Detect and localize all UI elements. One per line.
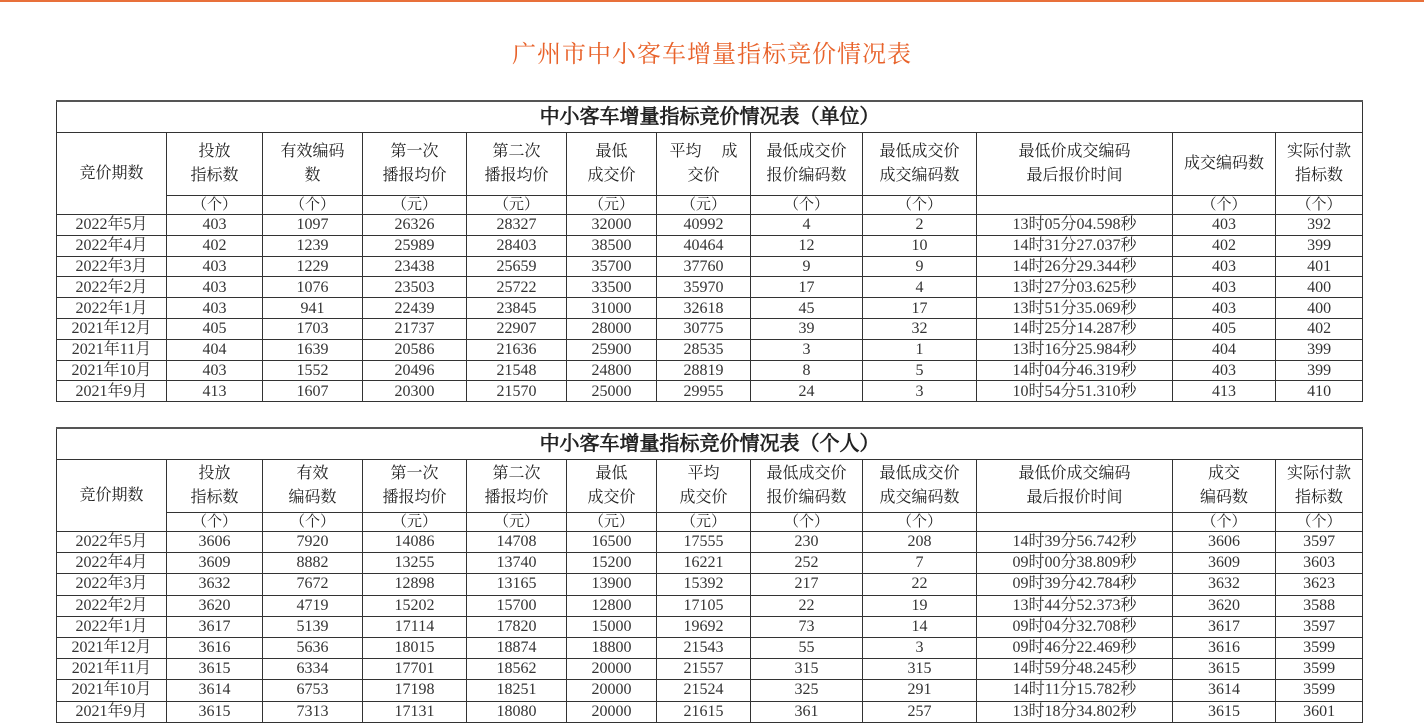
table-cell: 7920	[263, 532, 363, 553]
column-header: 投放 指标数	[167, 133, 263, 196]
unit-cell: （个）	[751, 513, 863, 532]
table-cell: 3606	[1173, 532, 1276, 553]
column-header: 最低 成交价	[567, 133, 657, 196]
table-cell: 18562	[467, 659, 567, 680]
table-cell: 208	[863, 532, 977, 553]
top-divider	[0, 0, 1424, 2]
table-cell: 6334	[263, 659, 363, 680]
table-cell: 402	[167, 235, 263, 256]
table-row	[57, 360, 1363, 381]
table-cell: 17701	[363, 659, 467, 680]
column-header: 投放 指标数	[167, 460, 263, 513]
table-cell: 13165	[467, 574, 567, 595]
unit-cell: （元）	[567, 196, 657, 215]
table-cell: 18874	[467, 637, 567, 658]
unit-cell: （个）	[167, 196, 263, 215]
table-cell: 28000	[567, 318, 657, 339]
table-cell: 9	[751, 256, 863, 277]
table-cell: 14708	[467, 532, 567, 553]
column-header: 成交 编码数	[1173, 460, 1276, 513]
table-cell: 16500	[567, 532, 657, 553]
table-cell: 3620	[167, 595, 263, 616]
table-cell: 13时18分34.802秒	[977, 701, 1173, 722]
table-cell: 3616	[1173, 637, 1276, 658]
table-row	[57, 680, 1363, 701]
table-cell: 21548	[467, 360, 567, 381]
table-cell: 17198	[363, 680, 467, 701]
table-cell: 25659	[467, 256, 567, 277]
table-cell: 17	[751, 277, 863, 298]
table-cell: 13时51分35.069秒	[977, 298, 1173, 319]
table-cell: 28327	[467, 215, 567, 236]
table-cell: 17	[863, 298, 977, 319]
table-cell: 2022年3月	[57, 256, 167, 277]
table-cell: 410	[1276, 381, 1363, 402]
unit-cell: （元）	[467, 513, 567, 532]
table-cell: 3	[751, 339, 863, 360]
table-cell: 20586	[363, 339, 467, 360]
table-cell: 403	[167, 360, 263, 381]
table-cell: 3614	[1173, 680, 1276, 701]
table-cell: 404	[1173, 339, 1276, 360]
table-cell: 405	[1173, 318, 1276, 339]
unit-cell	[977, 513, 1173, 532]
unit-cell: （元）	[363, 196, 467, 215]
table-cell: 25900	[567, 339, 657, 360]
table-cell: 7	[863, 553, 977, 574]
column-header: 有效编码 数	[263, 133, 363, 196]
table-cell: 3606	[167, 532, 263, 553]
table-cell: 1239	[263, 235, 363, 256]
table-cell: 3597	[1276, 532, 1363, 553]
individual-bidding-table	[56, 427, 1363, 723]
unit-row	[57, 513, 1363, 532]
table-cell: 5	[863, 360, 977, 381]
table-row	[57, 532, 1363, 553]
table-cell: 3620	[1173, 595, 1276, 616]
table-cell: 30775	[657, 318, 751, 339]
table-cell: 3603	[1276, 553, 1363, 574]
table-cell: 22907	[467, 318, 567, 339]
header-row	[57, 460, 1363, 513]
table-cell: 3617	[1173, 616, 1276, 637]
table-cell: 413	[167, 381, 263, 402]
table-row	[57, 637, 1363, 658]
table-cell: 09时04分32.708秒	[977, 616, 1173, 637]
table-cell: 09时46分22.469秒	[977, 637, 1173, 658]
table-cell: 403	[1173, 298, 1276, 319]
table-cell: 1229	[263, 256, 363, 277]
table-cell: 1097	[263, 215, 363, 236]
table-cell: 3623	[1276, 574, 1363, 595]
table-cell: 217	[751, 574, 863, 595]
table-row	[57, 339, 1363, 360]
table-cell: 3616	[167, 637, 263, 658]
table-cell: 15202	[363, 595, 467, 616]
table-cell: 400	[1276, 298, 1363, 319]
table-cell: 14	[863, 616, 977, 637]
table-title-row	[57, 101, 1363, 133]
table-cell: 33500	[567, 277, 657, 298]
table-cell: 37760	[657, 256, 751, 277]
table-row	[57, 574, 1363, 595]
table-cell: 315	[751, 659, 863, 680]
unit-cell: （个）	[1173, 513, 1276, 532]
column-header: 最低价成交编码 最后报价时间	[977, 133, 1173, 196]
table-cell: 4	[751, 215, 863, 236]
table-cell: 22439	[363, 298, 467, 319]
table-cell: 3615	[167, 701, 263, 722]
table-cell: 2021年10月	[57, 360, 167, 381]
column-header: 实际付款 指标数	[1276, 133, 1363, 196]
unit-cell: （个）	[1276, 196, 1363, 215]
table-row	[57, 215, 1363, 236]
table-cell: 2021年12月	[57, 637, 167, 658]
table-cell: 09时39分42.784秒	[977, 574, 1173, 595]
table-cell: 3599	[1276, 659, 1363, 680]
table-cell: 403	[1173, 360, 1276, 381]
table-cell: 10	[863, 235, 977, 256]
table-cell: 3588	[1276, 595, 1363, 616]
table-cell: 3599	[1276, 637, 1363, 658]
table-cell: 4	[863, 277, 977, 298]
table-row	[57, 595, 1363, 616]
table-cell: 399	[1276, 360, 1363, 381]
table-cell: 21636	[467, 339, 567, 360]
table-cell: 2022年1月	[57, 298, 167, 319]
table-cell: 13时27分03.625秒	[977, 277, 1173, 298]
table-cell: 18251	[467, 680, 567, 701]
table-cell: 15000	[567, 616, 657, 637]
table-cell: 2022年5月	[57, 532, 167, 553]
column-header: 最低成交价 成交编码数	[863, 460, 977, 513]
table-cell: 19692	[657, 616, 751, 637]
table-cell: 13时44分52.373秒	[977, 595, 1173, 616]
table-cell: 404	[167, 339, 263, 360]
table-cell: 16221	[657, 553, 751, 574]
table-cell: 2021年11月	[57, 339, 167, 360]
table-cell: 17555	[657, 532, 751, 553]
table-cell: 2021年10月	[57, 680, 167, 701]
table-cell: 20000	[567, 659, 657, 680]
table-cell: 19	[863, 595, 977, 616]
table-cell: 1639	[263, 339, 363, 360]
unit-row	[57, 196, 1363, 215]
table-cell: 3601	[1276, 701, 1363, 722]
table-cell: 405	[167, 318, 263, 339]
table-title-row	[57, 428, 1363, 460]
table-cell: 2021年9月	[57, 381, 167, 402]
table-cell: 21737	[363, 318, 467, 339]
table-cell: 45	[751, 298, 863, 319]
table-cell: 14时59分48.245秒	[977, 659, 1173, 680]
table-cell: 23503	[363, 277, 467, 298]
table-cell: 315	[863, 659, 977, 680]
table-cell: 12800	[567, 595, 657, 616]
column-header: 第二次 播报均价	[467, 133, 567, 196]
table-cell: 252	[751, 553, 863, 574]
column-header: 最低成交价 报价编码数	[751, 460, 863, 513]
table-cell: 2022年4月	[57, 553, 167, 574]
table-cell: 17105	[657, 595, 751, 616]
table-title: 中小客车增量指标竞价情况表（单位）	[57, 101, 1363, 133]
table-cell: 257	[863, 701, 977, 722]
table-row	[57, 235, 1363, 256]
table-cell: 401	[1276, 256, 1363, 277]
unit-cell: （元）	[657, 196, 751, 215]
table-cell: 400	[1276, 277, 1363, 298]
table-cell: 5636	[263, 637, 363, 658]
column-header: 第一次 播报均价	[363, 133, 467, 196]
table-cell: 28403	[467, 235, 567, 256]
column-header: 实际付款 指标数	[1276, 460, 1363, 513]
table-cell: 32000	[567, 215, 657, 236]
table-cell: 291	[863, 680, 977, 701]
table-cell: 14时25分14.287秒	[977, 318, 1173, 339]
table-cell: 20000	[567, 701, 657, 722]
table-cell: 24	[751, 381, 863, 402]
column-header: 平均 成 交价	[657, 133, 751, 196]
table-cell: 2022年5月	[57, 215, 167, 236]
table-cell: 23438	[363, 256, 467, 277]
table-row	[57, 298, 1363, 319]
table-cell: 21557	[657, 659, 751, 680]
table-cell: 20496	[363, 360, 467, 381]
unit-cell: （元）	[363, 513, 467, 532]
table-cell: 13255	[363, 553, 467, 574]
table-cell: 1552	[263, 360, 363, 381]
table-cell: 29955	[657, 381, 751, 402]
table-cell: 39	[751, 318, 863, 339]
table-cell: 40992	[657, 215, 751, 236]
table-cell: 55	[751, 637, 863, 658]
table-cell: 3632	[167, 574, 263, 595]
table-cell: 21570	[467, 381, 567, 402]
unit-cell: （个）	[1276, 513, 1363, 532]
table-cell: 3615	[1173, 659, 1276, 680]
table-cell: 325	[751, 680, 863, 701]
table-cell: 13时05分04.598秒	[977, 215, 1173, 236]
table-cell: 2022年4月	[57, 235, 167, 256]
table-cell: 2022年1月	[57, 616, 167, 637]
table-cell: 14086	[363, 532, 467, 553]
unit-bidding-table	[56, 100, 1363, 402]
table-title: 中小客车增量指标竞价情况表（个人）	[57, 428, 1363, 460]
table-cell: 18800	[567, 637, 657, 658]
header-row	[57, 133, 1363, 196]
table-cell: 1703	[263, 318, 363, 339]
table-cell: 399	[1276, 339, 1363, 360]
table-cell: 3632	[1173, 574, 1276, 595]
column-header: 有效 编码数	[263, 460, 363, 513]
column-header: 最低成交价 报价编码数	[751, 133, 863, 196]
table-row	[57, 659, 1363, 680]
table-cell: 3599	[1276, 680, 1363, 701]
table-cell: 35700	[567, 256, 657, 277]
table-cell: 18080	[467, 701, 567, 722]
column-header: 平均 成交价	[657, 460, 751, 513]
table-cell: 25722	[467, 277, 567, 298]
unit-cell: （个）	[1173, 196, 1276, 215]
table-cell: 3	[863, 637, 977, 658]
table-row	[57, 701, 1363, 722]
column-header: 最低 成交价	[567, 460, 657, 513]
column-header: 最低成交价 成交编码数	[863, 133, 977, 196]
table-row	[57, 277, 1363, 298]
table-cell: 3615	[167, 659, 263, 680]
table-cell: 32	[863, 318, 977, 339]
table-cell: 28819	[657, 360, 751, 381]
table-cell: 3609	[1173, 553, 1276, 574]
table-cell: 26326	[363, 215, 467, 236]
table-cell: 5139	[263, 616, 363, 637]
table-cell: 230	[751, 532, 863, 553]
table-row	[57, 318, 1363, 339]
table-cell: 73	[751, 616, 863, 637]
table-cell: 21524	[657, 680, 751, 701]
unit-cell: （个）	[751, 196, 863, 215]
table-cell: 1076	[263, 277, 363, 298]
table-cell: 14时31分27.037秒	[977, 235, 1173, 256]
column-header: 竞价期数	[57, 133, 167, 215]
table-cell: 38500	[567, 235, 657, 256]
table-cell: 3597	[1276, 616, 1363, 637]
table-cell: 7672	[263, 574, 363, 595]
table-cell: 2021年12月	[57, 318, 167, 339]
table-cell: 13740	[467, 553, 567, 574]
table-cell: 402	[1276, 318, 1363, 339]
table-cell: 7313	[263, 701, 363, 722]
column-header: 竞价期数	[57, 460, 167, 532]
table-cell: 21543	[657, 637, 751, 658]
table-cell: 399	[1276, 235, 1363, 256]
table-cell: 2021年9月	[57, 701, 167, 722]
column-header: 最低价成交编码 最后报价时间	[977, 460, 1173, 513]
table-cell: 403	[1173, 256, 1276, 277]
column-header: 成交编码数	[1173, 133, 1276, 196]
table-cell: 22	[751, 595, 863, 616]
table-cell: 13时16分25.984秒	[977, 339, 1173, 360]
table-cell: 21615	[657, 701, 751, 722]
unit-cell: （元）	[467, 196, 567, 215]
table-cell: 24800	[567, 360, 657, 381]
table-cell: 941	[263, 298, 363, 319]
table-cell: 23845	[467, 298, 567, 319]
unit-cell	[977, 196, 1173, 215]
table-cell: 12	[751, 235, 863, 256]
table-cell: 9	[863, 256, 977, 277]
table-cell: 31000	[567, 298, 657, 319]
table-cell: 413	[1173, 381, 1276, 402]
table-cell: 8882	[263, 553, 363, 574]
table-cell: 17820	[467, 616, 567, 637]
table-cell: 40464	[657, 235, 751, 256]
table-cell: 403	[167, 256, 263, 277]
table-cell: 15200	[567, 553, 657, 574]
table-cell: 403	[167, 277, 263, 298]
table-cell: 17131	[363, 701, 467, 722]
table-cell: 20300	[363, 381, 467, 402]
unit-cell: （个）	[863, 513, 977, 532]
column-header: 第二次 播报均价	[467, 460, 567, 513]
page-title: 广州市中小客车增量指标竞价情况表	[512, 42, 912, 68]
table-cell: 392	[1276, 215, 1363, 236]
table-cell: 3615	[1173, 701, 1276, 722]
table-cell: 403	[167, 298, 263, 319]
table-cell: 14时39分56.742秒	[977, 532, 1173, 553]
table-row	[57, 553, 1363, 574]
table-cell: 6753	[263, 680, 363, 701]
column-header: 第一次 播报均价	[363, 460, 467, 513]
table-cell: 2021年11月	[57, 659, 167, 680]
table-cell: 28535	[657, 339, 751, 360]
table-cell: 403	[1173, 215, 1276, 236]
table-cell: 1	[863, 339, 977, 360]
table-cell: 403	[1173, 277, 1276, 298]
table-cell: 1607	[263, 381, 363, 402]
table-cell: 35970	[657, 277, 751, 298]
table-cell: 3617	[167, 616, 263, 637]
table-cell: 4719	[263, 595, 363, 616]
table-cell: 12898	[363, 574, 467, 595]
table-row	[57, 381, 1363, 402]
unit-cell: （个）	[263, 513, 363, 532]
table-cell: 18015	[363, 637, 467, 658]
unit-cell: （个）	[263, 196, 363, 215]
table-cell: 14时11分15.782秒	[977, 680, 1173, 701]
table-cell: 32618	[657, 298, 751, 319]
table-cell: 2022年2月	[57, 595, 167, 616]
table-cell: 3614	[167, 680, 263, 701]
table-cell: 25989	[363, 235, 467, 256]
unit-cell: （元）	[567, 513, 657, 532]
table-cell: 2022年2月	[57, 277, 167, 298]
table-cell: 2022年3月	[57, 574, 167, 595]
table-cell: 14时26分29.344秒	[977, 256, 1173, 277]
table-cell: 402	[1173, 235, 1276, 256]
table-cell: 22	[863, 574, 977, 595]
table-cell: 15392	[657, 574, 751, 595]
table-cell: 09时00分38.809秒	[977, 553, 1173, 574]
table-cell: 403	[167, 215, 263, 236]
table-cell: 17114	[363, 616, 467, 637]
table-cell: 2	[863, 215, 977, 236]
table-cell: 25000	[567, 381, 657, 402]
table-row	[57, 256, 1363, 277]
table-cell: 13900	[567, 574, 657, 595]
unit-cell: （元）	[657, 513, 751, 532]
table-cell: 10时54分51.310秒	[977, 381, 1173, 402]
table-cell: 3	[863, 381, 977, 402]
table-cell: 3609	[167, 553, 263, 574]
table-row	[57, 616, 1363, 637]
unit-cell: （个）	[863, 196, 977, 215]
unit-cell: （个）	[167, 513, 263, 532]
table-cell: 14时04分46.319秒	[977, 360, 1173, 381]
table-cell: 8	[751, 360, 863, 381]
table-cell: 361	[751, 701, 863, 722]
table-cell: 20000	[567, 680, 657, 701]
table-cell: 15700	[467, 595, 567, 616]
